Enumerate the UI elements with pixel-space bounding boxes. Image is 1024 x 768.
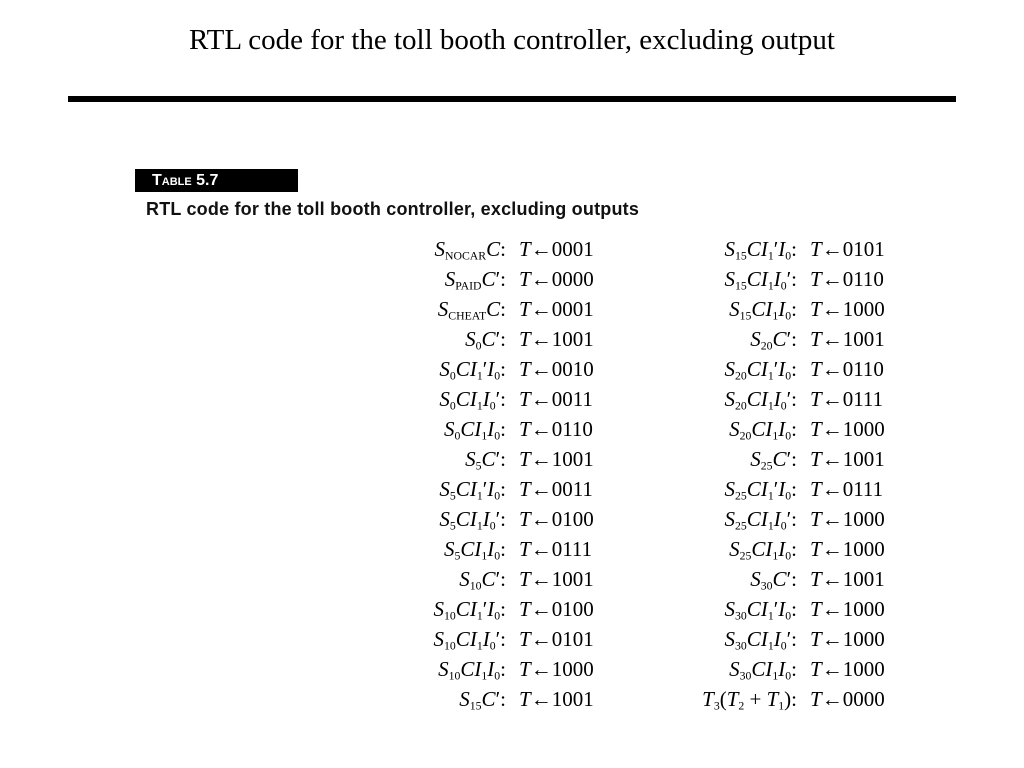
rtl-action: T←1000 — [810, 657, 885, 681]
rtl-action: T←0110 — [810, 267, 884, 291]
rtl-table-row — [614, 444, 896, 474]
rtl-action: T←1000 — [810, 627, 885, 651]
rtl-column-right — [614, 234, 896, 714]
rtl-table-row — [614, 294, 896, 324]
rtl-action: T←1001 — [519, 447, 594, 471]
rtl-action: T←0100 — [519, 507, 594, 531]
rtl-table-row — [330, 234, 605, 264]
rtl-condition: $S_{10}CI_1I_0'$: — [433, 627, 506, 653]
rtl-table-row — [614, 234, 896, 264]
rtl-table-row — [330, 354, 605, 384]
rtl-condition: $S_0CI_1I_0'$: — [439, 387, 506, 413]
rtl-action: T←0101 — [810, 237, 885, 261]
rtl-condition: $S_{20}CI_1I_0'$: — [724, 387, 797, 413]
rtl-table-row — [330, 474, 605, 504]
rtl-action: T←0110 — [810, 357, 884, 381]
rtl-table-row — [330, 624, 605, 654]
rtl-condition: $S_{30}CI_1I_0$: — [729, 657, 797, 683]
rtl-table-row — [330, 504, 605, 534]
rtl-action: T←1001 — [519, 567, 594, 591]
rtl-action: T←0011 — [519, 387, 593, 411]
rtl-action: T←1001 — [810, 327, 885, 351]
rtl-action: T←0001 — [519, 237, 594, 261]
rtl-table-row — [614, 474, 896, 504]
rtl-action: T←0010 — [519, 357, 594, 381]
rtl-condition: $S_{10}CI_1I_0$: — [438, 657, 506, 683]
rtl-table-row — [330, 654, 605, 684]
rtl-column-left — [330, 234, 605, 714]
rtl-table-row — [614, 624, 896, 654]
rtl-action: T←1000 — [810, 507, 885, 531]
rtl-table-row — [330, 684, 605, 714]
rtl-action: T←1001 — [519, 327, 594, 351]
rtl-table-row — [614, 534, 896, 564]
rtl-action: T←0001 — [519, 297, 594, 321]
rtl-action: T←1000 — [810, 297, 885, 321]
rtl-table-row — [330, 324, 605, 354]
rtl-condition: $S_{25}CI_1'I_0$: — [724, 477, 797, 503]
rtl-table-row — [614, 264, 896, 294]
rtl-condition: $S_{30}C'$: — [750, 567, 797, 593]
rtl-condition: $S_5CI_1'I_0$: — [439, 477, 506, 503]
rtl-condition: $S_{20}CI_1I_0$: — [729, 417, 797, 443]
rtl-condition: $S_0CI_1'I_0$: — [439, 357, 506, 383]
rtl-table-row — [614, 684, 896, 714]
rtl-condition: $S_0C'$: — [465, 327, 506, 353]
rtl-table-row — [614, 414, 896, 444]
rtl-action: T←1001 — [519, 687, 594, 711]
rtl-condition: $S_{30}CI_1'I_0$: — [724, 597, 797, 623]
rtl-action: T←0101 — [519, 627, 594, 651]
rtl-condition: $S_{PAID}C'$: — [444, 267, 506, 293]
rtl-condition: $S_{15}CI_1I_0'$: — [724, 267, 797, 293]
rtl-action: T←1000 — [810, 597, 885, 621]
rtl-condition: $S_5C'$: — [465, 447, 506, 473]
rtl-table-row — [330, 444, 605, 474]
rtl-action: T←1001 — [810, 447, 885, 471]
rtl-condition: $S_{25}CI_1I_0'$: — [724, 507, 797, 533]
rtl-table-row — [330, 264, 605, 294]
divider-rule — [68, 96, 956, 102]
rtl-condition: $S_{CHEAT}C$: — [437, 297, 506, 323]
rtl-condition: $T_3(T_2 + T_1)$: — [702, 687, 797, 713]
rtl-table-row — [330, 384, 605, 414]
rtl-table-row — [330, 414, 605, 444]
table-label: Table 5.7 — [135, 169, 298, 192]
rtl-action: T←0111 — [810, 387, 884, 411]
rtl-action: T←0110 — [519, 417, 593, 441]
rtl-table-row — [330, 294, 605, 324]
rtl-action: T←1001 — [810, 567, 885, 591]
rtl-condition: $S_{10}CI_1'I_0$: — [433, 597, 506, 623]
rtl-condition: $S_{10}C'$: — [459, 567, 506, 593]
rtl-table-row — [330, 564, 605, 594]
rtl-condition: $S_{15}CI_1I_0$: — [729, 297, 797, 323]
rtl-table-row — [330, 594, 605, 624]
rtl-table-row — [330, 534, 605, 564]
rtl-condition: $S_{25}CI_1I_0$: — [729, 537, 797, 563]
rtl-action: T←0000 — [519, 267, 594, 291]
rtl-table-row — [614, 594, 896, 624]
rtl-action: T←1000 — [519, 657, 594, 681]
rtl-table-row — [614, 384, 896, 414]
rtl-table-row — [614, 564, 896, 594]
slide-title: RTL code for the toll booth controller, excluding output — [189, 24, 835, 56]
rtl-condition: $S_{25}C'$: — [750, 447, 797, 473]
rtl-condition: $S_{NOCAR}C$: — [434, 237, 506, 263]
rtl-action: T←1000 — [810, 417, 885, 441]
rtl-table-row — [614, 354, 896, 384]
rtl-action: T←1000 — [810, 537, 885, 561]
rtl-condition: $S_{20}CI_1'I_0$: — [724, 357, 797, 383]
rtl-condition: $S_{15}CI_1'I_0$: — [724, 237, 797, 263]
rtl-action: T←0011 — [519, 477, 593, 501]
rtl-table-row — [614, 654, 896, 684]
rtl-condition: $S_5CI_1I_0$: — [444, 537, 506, 563]
rtl-action: T←0100 — [519, 597, 594, 621]
table-caption: RTL code for the toll booth controller, excluding outputs — [146, 199, 640, 219]
rtl-condition: $S_5CI_1I_0'$: — [439, 507, 506, 533]
rtl-table-row — [614, 504, 896, 534]
rtl-condition: $S_0CI_1I_0$: — [444, 417, 506, 443]
rtl-condition: $S_{30}CI_1I_0'$: — [724, 627, 797, 653]
rtl-action: T←0111 — [519, 537, 593, 561]
rtl-action: T←0000 — [810, 687, 885, 711]
rtl-table-row — [614, 324, 896, 354]
rtl-action: T←0111 — [810, 477, 884, 501]
rtl-condition: $S_{15}C'$: — [459, 687, 506, 713]
rtl-condition: $S_{20}C'$: — [750, 327, 797, 353]
